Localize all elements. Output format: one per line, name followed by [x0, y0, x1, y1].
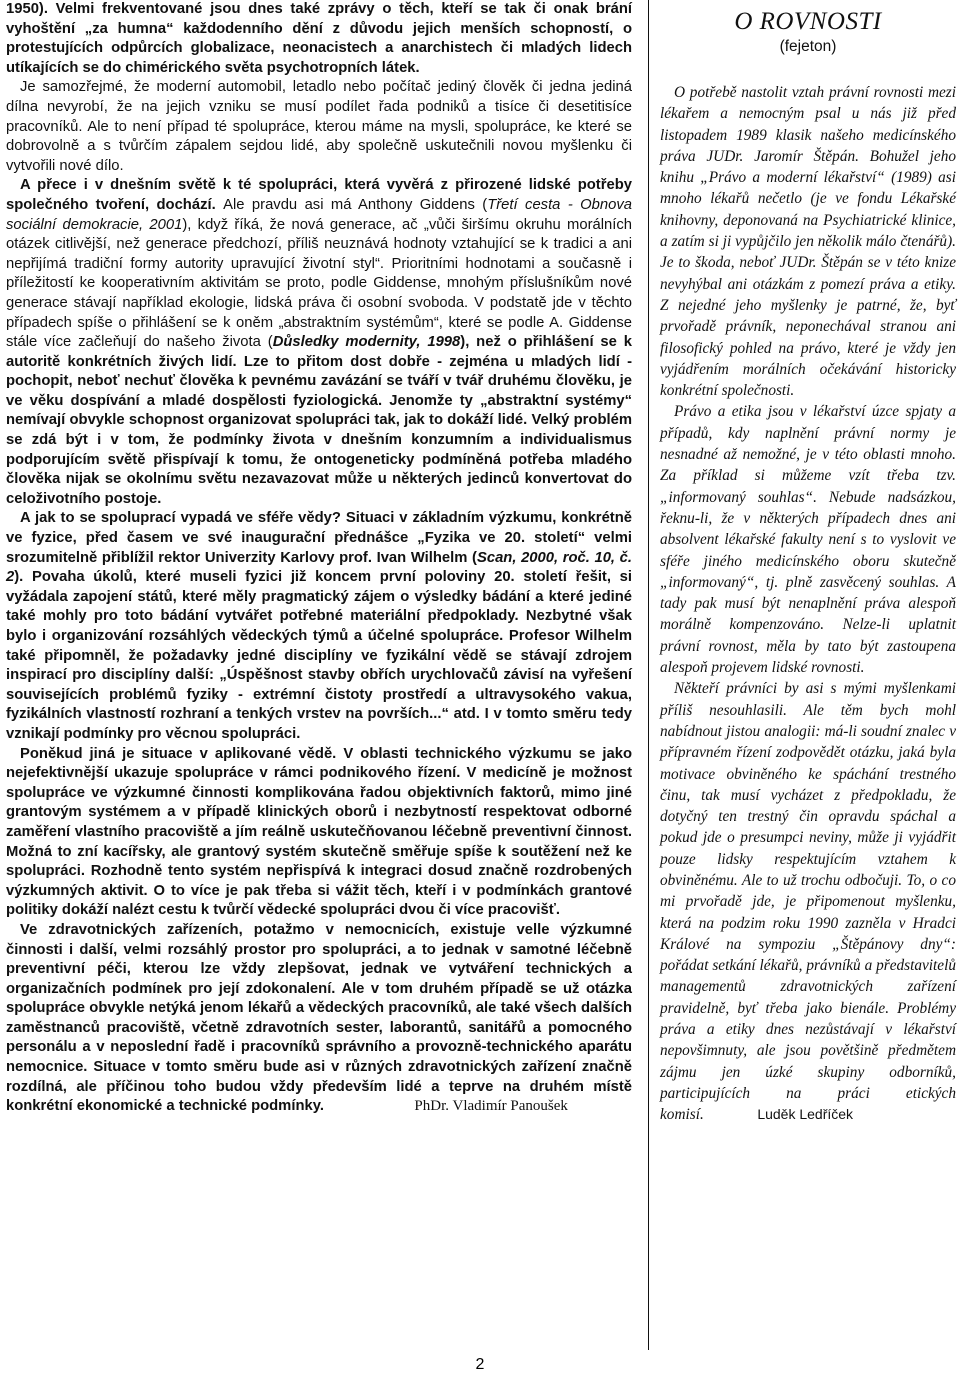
book-title-dusledky-modernity: Důsledky modernity, 1998: [272, 334, 461, 351]
paragraph-2: Je samozřejmé, že moderní automobil, letadlo nebo počítač jediný člověk či jedna jediná dílna nevyrobí, že na jejich vzniku se musí podílet řada podniků a tisíce či desetitisíce pracovníků. Ale to není případ té spolupráce, kterou máme na mysli, spolupráce, ke které se dobrovolně a s tvůrčím zápalem sejdou lidé, aby společně uskutečnili novou myšlenku či vytvořili nové dílo.: [6, 79, 632, 174]
paragraph-6-text: Ve zdravotnických zařízeních, potažmo v nemocnicích, existuje velle výzkumné činnosti i další, velmi rozsáhlý prostor pro spolupráci, a to jednak v samotné léčebně preventivní péči, kterou lze vždy zlepšovat, jednak ve vytváření technických a organizačních podmínek pro její zdokonalení. Ale v tom druhém případě se už otázka spolupráce obvykle netýká jenom lékařů a vědeckých pracovníků, ale také všech dalších zaměstnanců pracoviště, včetně zdravotních sester, laborantů, sanitářů a pomocného personálu a v neposlední řadě i pracovníků správního a provozně-technického aparátu nemocnice. Situace v tomto směru bude asi v různých zdravotnických zařízení značně rozdílná, ale příčinou toho budou vždy především lidé a teprve na druhém místě konkrétní ekonomické a technické podmínky.: [6, 921, 632, 1115]
feuilleton-paragraph-1: O potřebě nastolit vztah právní rovnosti mezi lékařem a nemocným psal u nás již před listopadem 1989 klasik našeho medicínského práva JUDr. Jaromír Štěpán. Bohužel jeho knihu „Právo a moderní lékařství“ (1989) asi mnoho lékařů nečetlo (je ve fondu Lékařské knihovny, deponovaná na Psychiatrické klinice, a zatím si ji vypůjčilo jen několik málo čtenářů). Je to škoda, neboť JUDr. Štěpán se v této knize nevyhýbal ani otázkám z pomezí práva a etiky. Z nejedné jeho myšlenky je patrné, že, byť prvořadě právník, neponechával stranou ani filosofický pohled na právo, které je vždy jen vyjádřením morálních očekávání historicky konkrétní společnosti.: [660, 84, 956, 400]
author-signature-ledricek: Luděk Ledříček: [757, 1106, 854, 1123]
paragraph-1: 1950). Velmi frekventované jsou dnes také zprávy o těch, kteří se tak či onak brání vyhoštění „za humna“ každodenního dění z důvodu jejich menších schopností, o protestujících odpůrcích globalizace, neonacistech a anarchistech či mladých lidech utíkajících se do chimérického světa psychotropních látek.: [6, 1, 632, 76]
paragraph-4-part-c: ). Povaha úkolů, které museli fyzici již koncem první poloviny 20. století řešit, si vyžádala zapojení států, které měly pragmatický zájem o výsledky bádání a které jediné také mohly pro toto bádání vytvářet potřebné materiální předpoklady. Nezbytné však bylo i organizování rozsáhlých vědeckých týmů a účelné spolupráce. Profesor Wilhelm také připomněl, že požadavky jedné disciplíny ve fyzikální vědě se stávají zdrojem inspirací pro disciplíny další: „Úspěšnost stavby obřích urychlovačů závisí na vyřešení souvisejících problémů fyziky - extrémní čistoty prostředí a ultravysokého vakua, fyzikálních vlastností rozhraní a tenkých vrstev na površích...“ atd. I v tomto směru tedy vznikají podmínky pro věcnou spolupráci.: [6, 569, 632, 742]
paragraph-6-with-signature: [6, 921, 632, 1117]
column-divider: [648, 0, 649, 1350]
sidebar-column: [660, 0, 956, 1126]
author-signature-panousek: PhDr. Vladimír Panoušek: [414, 1098, 568, 1115]
paragraph-3-part-f: ), než o přihlášení se k autoritě konkrétních živých lidí. Lze to přitom dost dobře - zejména u mladých lidí - pochopit, neboť nechuť člověka k pevnému zavázání se tváří v tvář druhému člověku, je ve věku dospívání a mladé dospělosti fyziologická. Jenomže ty „abstraktní systémy“ nemívají obvykle schopnost organizovat spolupráci tak, jak to dokáží lidé. Velký problém se zdá být i v tom, že podmínky života v dnešním konzumním a individualismus podporujícím světě přispívají k tomu, že ontogeneticky podmíněná potřeba mladého člověka nijak se okolnímu světu nezavazovat může u některých jedinců konvertovat do celoživotního postoje.: [6, 334, 633, 507]
paragraph-4: [6, 509, 632, 744]
paragraph-4-part-a: A jak to se spoluprací vypadá ve sféře vědy? Situaci v základním výzkumu, konkrétně ve fyzice, před časem ve své inaugurační přednášce „Fyzika ve 20. století“ velmi srozumitelně přiblížil rektor Univerzity Karlovy prof. Ivan Wilhelm (: [6, 510, 632, 566]
citation-scan: Scan, 2000, roč. 10, č. 2: [6, 549, 633, 586]
feuilleton-paragraph-3: [660, 678, 956, 1125]
feuilleton-paragraph-2: Právo a etika jsou v lékařství úzce spjaty a případů, kdy naplnění právní normy je nesnadné až nemožné, je v této oblasti mnoho. Za příklad si můžeme vzít třeba tzv. „informovaný souhlas“. Nebude nadsázkou, řeknu-li, že v některých případech dnes ani absolvent lékařské fakulty není s to vyslovit ve sféře jiného medicínského oboru skutečně „informovaný“, tj. plně zasvěcený souhlas. A tady pak musí být nenaplnění práva alespoň morálně kompenzováno. Nelze-li uplatnit právní rovnost, měla by tato být zastoupena alespoň projevem lidské rovnosti.: [660, 403, 956, 677]
feuilleton-subtitle: (fejeton): [779, 38, 837, 55]
paragraph-3: [6, 176, 632, 509]
feuilleton-paragraph-3-text: Někteří právníci by asi s mými myšlenkami příliš nesouhlasili. Ale těm bych mohl nabídnout jistou analogii: má-li soudní znalec v přípravném řízení zodpovědět otázku, jaká byla motivace obviněného ke spáchání trestného činu, tak musí vycházet z předpokladu, že dotyčný ten trestný čin opravdu spáchal a pokud jde o presumpci neviny, může ji vyjádřit pouze lidsky respektujícím vztahem k obviněnému. Ale to už trochu odbočuji. To, o co mi prvořadě jde, je připomenout myšlenku, která na podzim roku 1990 zazněla v Hradci Králové na sympoziu „Štěpánovy dny“: pořádat setkání lékařů, právníků a představitelů managementů zdravotnických zařízení pravidelně, byť třeba jako bienále. Problémy práva a etiky dnes nezůstávají v lékařství nepovšimnuty, ale jsou povětšině předmětem zájmu jen úzké skupiny odborníků, participujících na práci etických komisí.: [660, 680, 956, 1124]
paragraph-3-lead: A přece i v dnešním světě k té spolupráci, která vyvěrá z přirozené lidské potřeby společného tvoření, dochází.: [6, 177, 632, 213]
paragraph-3-quote-intro: Ale pravdu asi má Anthony Giddens (: [223, 196, 488, 213]
feuilleton-body: [660, 82, 956, 1126]
paragraph-6: [6, 921, 632, 1117]
paragraph-3-part-d: ), když říká, že nová generace, ač „vůči širšímu okruhu morálních otázek citlivější, než generace předchozí, příliš neuznává hodnoty vztahující se k tradici a ani nepřijímá tradiční formy autority upravující životní styl“. Prioritními hodnotami a současně i příležitostí ke kooperativním aktivitám se proto, podle Giddense, mnohým příslušníkům nové generace stávají například ekologie, lidská práva či osobní svoboda. V podstatě jde v těchto případech spíše o přihlášení se k oněm „abstraktním systémům“, které se podle A. Giddense stále více začleňují do našeho života (: [6, 216, 633, 351]
page-number: 2: [475, 1356, 485, 1373]
book-title-treti-cesta: Třetí cesta - Obnova sociální demokracie, 2001: [6, 196, 632, 233]
main-article: [6, 0, 632, 1117]
paragraph-5: Poněkud jiná je situace v aplikované vědě. V oblasti technického výzkumu se jako nejefektivnější ukazuje spolupráce v rámci podnikového řízení. V medicíně je možnost spolupráce ve výzkumné činnosti komplikována řadou objektivních faktorů, mimo jiné grantovým systémem a v případě klinických oborů i nezbytností respektovat odborné zaměření vlastního pracoviště a jím reálně uskutečňovanou léčebně preventivní činnost. Možná to zní kacířsky, ale grantový systém skutečně směřuje spíše k soutěžení než ke spolupráci. Rozhodně tento systém nepřispívá k integraci dosud značně rozdrobených výzkumných aktivit. O to více je pak třeba si vážit těch, kteří i v podmínkách grantové politiky dokáží nalézt cestu k tvůrčí vědecké spolupráci dvou či více pracovišť.: [6, 745, 632, 919]
feuilleton-title: O ROVNOSTI: [734, 8, 882, 35]
